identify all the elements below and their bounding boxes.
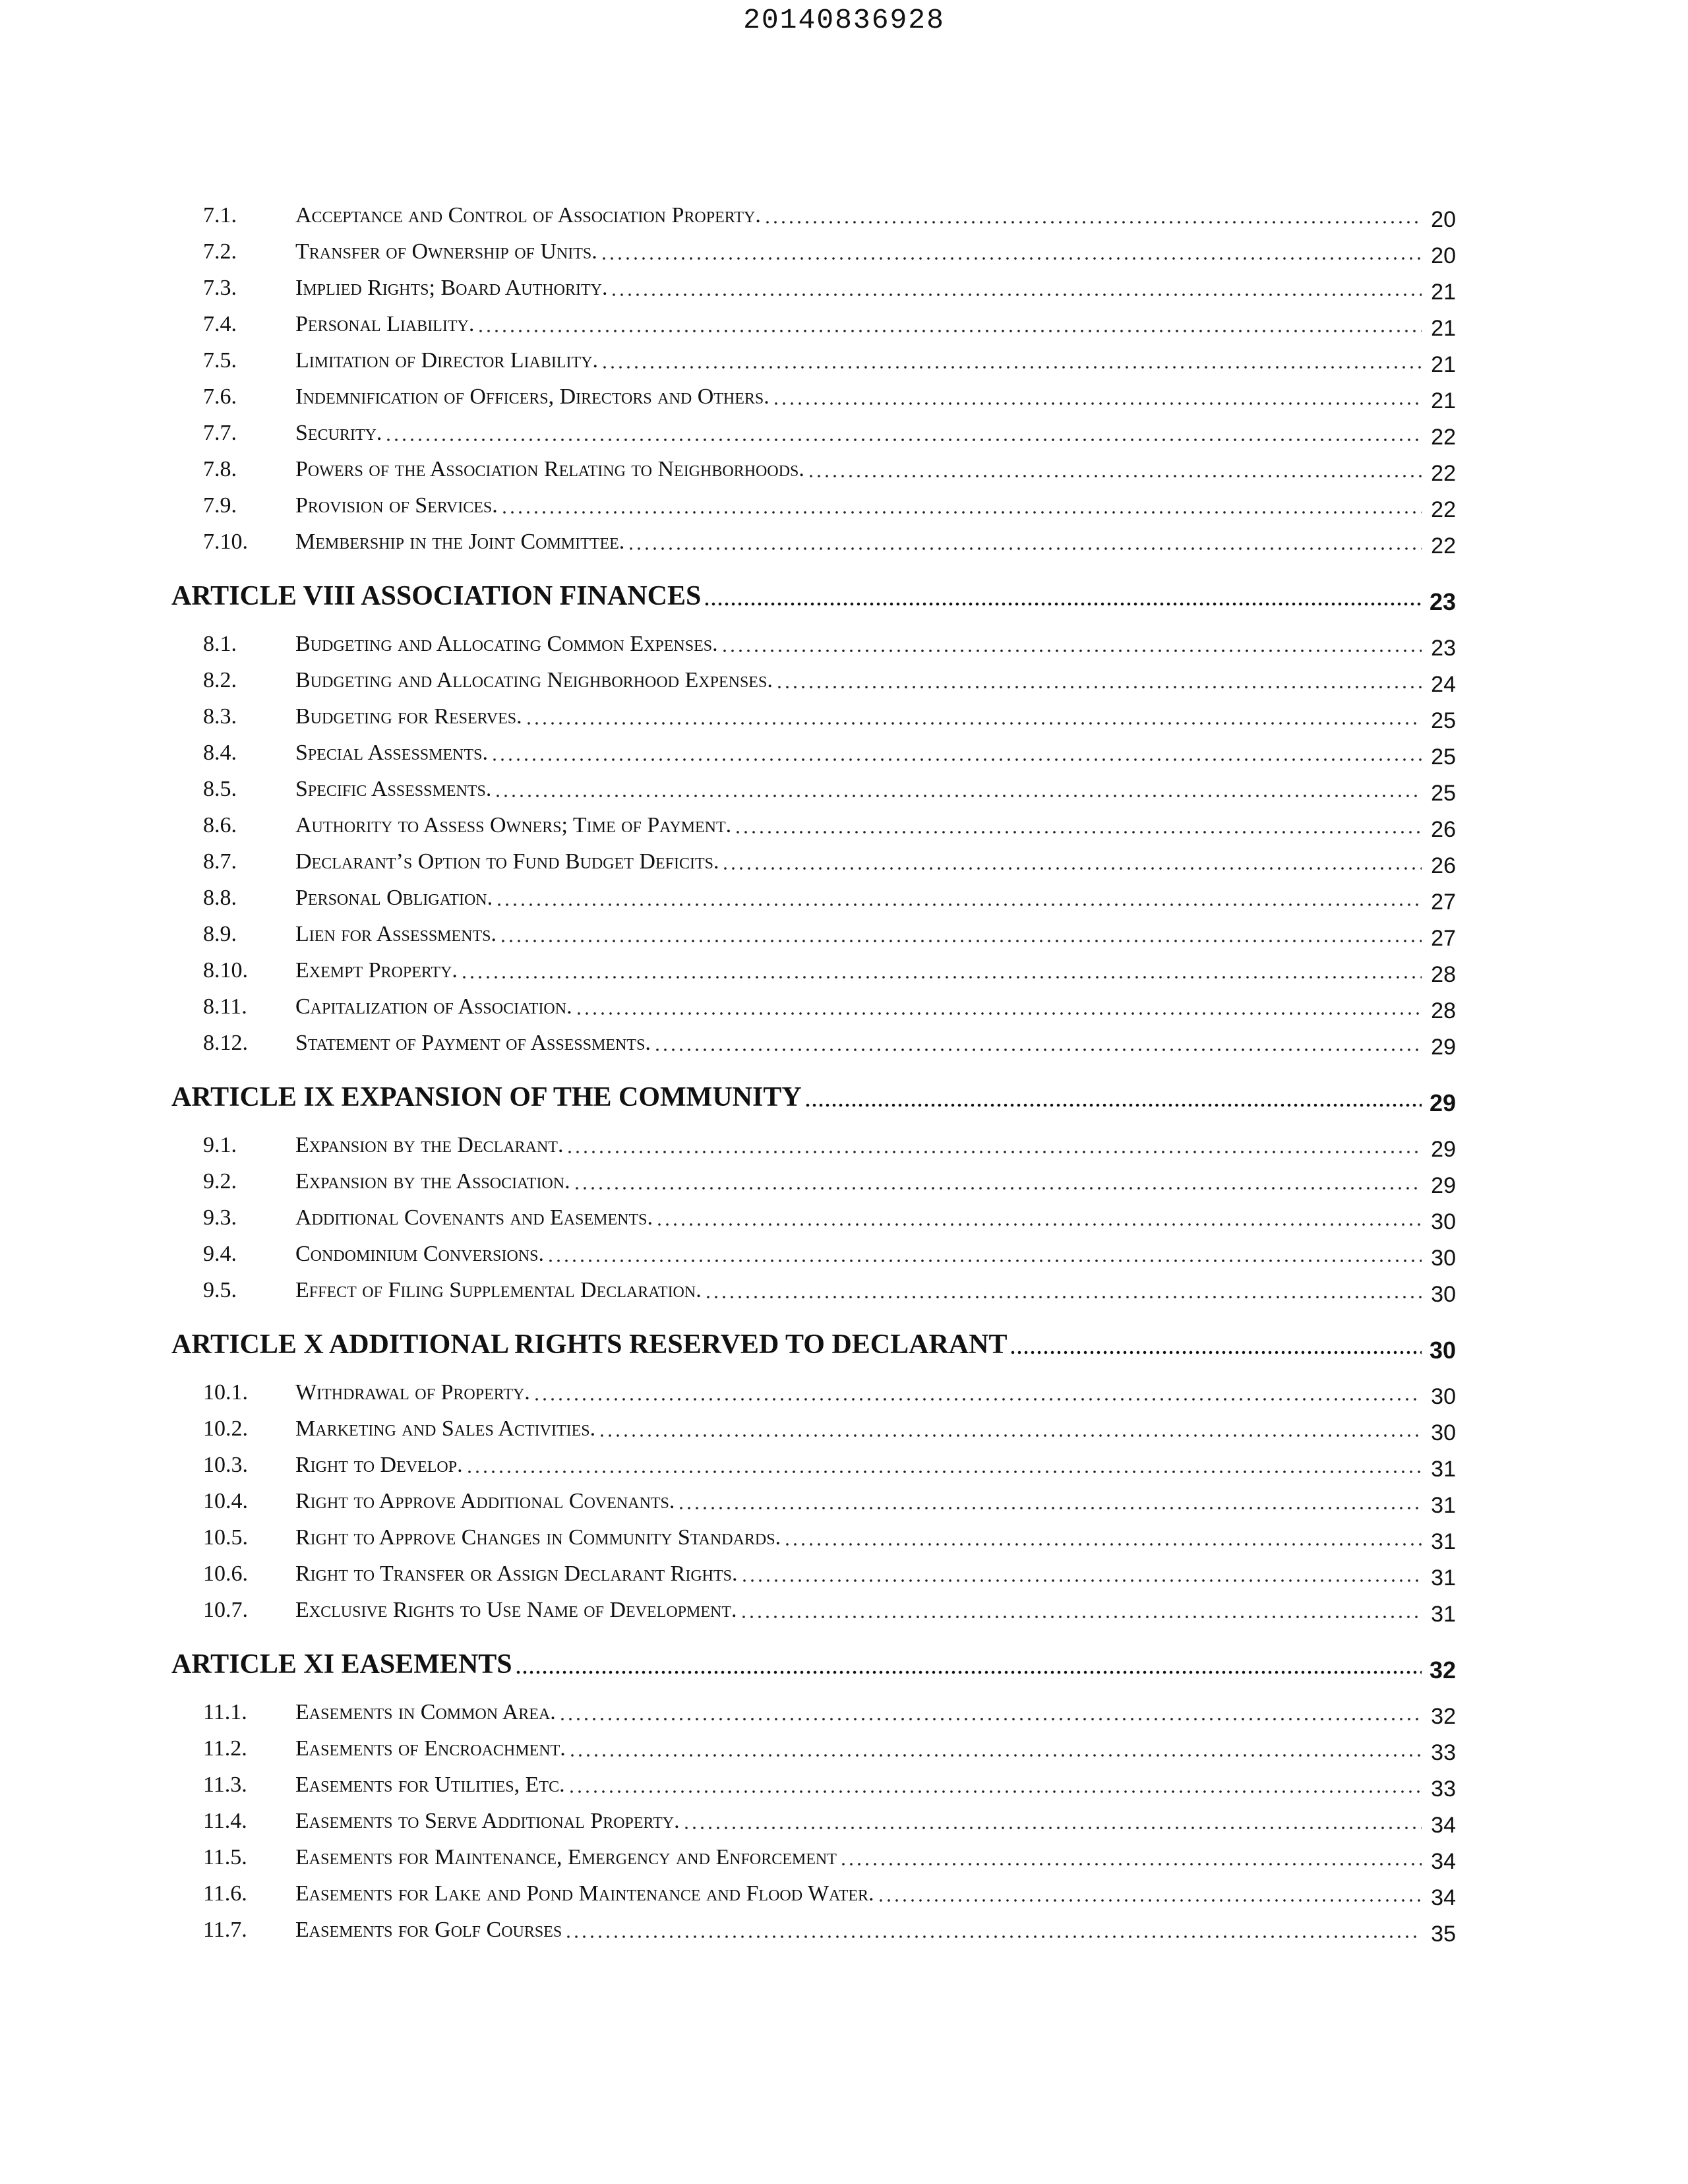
section-page-number: 21 [1431, 352, 1456, 377]
section-title-text: Easements for Utilities, Etc. [295, 1773, 565, 1797]
section-title-text: Additional Covenants and Easements. [295, 1205, 653, 1230]
section-title [295, 1881, 1424, 1907]
section-title [295, 1168, 1424, 1195]
section-title [295, 994, 1424, 1020]
section-number: 9.1. [203, 1133, 237, 1157]
section-title-text: Easements for Maintenance, Emergency and Enforcement [295, 1845, 837, 1869]
document-number: 20140836928 [743, 4, 945, 36]
section-number: 9.3. [203, 1205, 237, 1230]
dot-leader [564, 1926, 1422, 1939]
dot-leader [384, 429, 1422, 442]
article-title [171, 580, 1424, 612]
dot-leader [568, 1781, 1422, 1794]
dot-leader [704, 1287, 1422, 1300]
toc-entry[interactable] [0, 1840, 1688, 1876]
dot-leader [573, 1178, 1422, 1191]
section-title [295, 1736, 1424, 1762]
section-number: 8.3. [203, 704, 237, 729]
article-heading[interactable] [0, 567, 1688, 620]
dot-leader [655, 1214, 1422, 1227]
article-page-number: 32 [1429, 1656, 1456, 1684]
article-label: ARTICLE IX EXPANSION OF THE COMMUNITY [171, 1082, 802, 1112]
section-number: 7.2. [203, 239, 237, 264]
section-page-number: 22 [1431, 497, 1456, 522]
section-number: 8.9. [203, 922, 237, 946]
dot-leader [515, 1662, 1422, 1675]
dot-leader [740, 1570, 1422, 1583]
section-page-number: 35 [1431, 1922, 1456, 1947]
dot-leader [783, 1534, 1422, 1547]
section-number: 9.2. [203, 1169, 237, 1194]
section-number: 10.2. [203, 1416, 248, 1441]
section-number: 10.3. [203, 1453, 248, 1477]
section-title-text: Easements of Encroachment. [295, 1736, 566, 1761]
dot-leader [460, 967, 1422, 980]
dot-leader [764, 212, 1422, 225]
dot-leader [627, 538, 1422, 551]
toc-entry[interactable] [0, 1767, 1688, 1804]
dot-leader [1010, 1342, 1422, 1355]
toc-entry[interactable] [0, 1731, 1688, 1767]
section-number: 8.6. [203, 813, 237, 837]
section-page-number: 32 [1431, 1704, 1456, 1729]
toc-entry[interactable] [0, 1375, 1688, 1411]
toc-entry[interactable] [0, 735, 1688, 772]
section-number: 7.8. [203, 457, 237, 481]
section-number: 11.2. [203, 1736, 247, 1761]
section-title [295, 202, 1424, 229]
section-title-text: Acceptance and Control of Association Property. [295, 203, 761, 228]
section-page-number: 34 [1431, 1885, 1456, 1910]
section-number: 8.11. [203, 994, 247, 1019]
section-title [295, 529, 1424, 555]
section-number: 10.4. [203, 1489, 248, 1513]
section-number: 8.12. [203, 1031, 248, 1055]
section-number: 9.4. [203, 1242, 237, 1266]
section-page-number: 23 [1431, 636, 1456, 661]
article-title [171, 1081, 1424, 1113]
section-number: 7.6. [203, 384, 237, 409]
section-title-text: Personal Liability. [295, 312, 475, 336]
section-page-number: 26 [1431, 853, 1456, 878]
toc-entry[interactable] [0, 844, 1688, 880]
section-page-number: 25 [1431, 781, 1456, 806]
section-page-number: 26 [1431, 817, 1456, 842]
dot-leader [466, 1461, 1422, 1474]
toc-entry[interactable] [0, 343, 1688, 379]
dot-leader [600, 248, 1422, 261]
section-page-number: 22 [1431, 425, 1456, 450]
section-page-number: 30 [1431, 1384, 1456, 1409]
dot-leader [772, 393, 1422, 406]
section-title [295, 311, 1424, 338]
section-title [295, 1844, 1424, 1871]
toc-entry[interactable] [0, 379, 1688, 415]
spacer [0, 561, 1688, 567]
section-title-text: Right to Approve Changes in Community Standards. [295, 1525, 781, 1550]
toc-entry[interactable] [0, 1520, 1688, 1556]
section-page-number: 30 [1431, 1282, 1456, 1307]
section-page-number: 33 [1431, 1776, 1456, 1802]
section-title [295, 921, 1424, 948]
toc-entry[interactable] [0, 1273, 1688, 1309]
section-title-text: Statement of Payment of Assessments. [295, 1031, 651, 1055]
article-page-number: 23 [1429, 588, 1456, 615]
dot-leader [721, 640, 1422, 653]
section-title [295, 957, 1424, 984]
section-title-text: Specific Assessments. [295, 777, 492, 801]
section-page-number: 31 [1431, 1529, 1456, 1554]
section-page-number: 21 [1431, 316, 1456, 341]
section-title [295, 1772, 1424, 1798]
dot-leader [566, 1141, 1422, 1155]
section-page-number: 29 [1431, 1035, 1456, 1060]
spacer [0, 620, 1688, 626]
section-number: 10.1. [203, 1380, 248, 1405]
toc-entry[interactable] [0, 488, 1688, 524]
section-title [295, 1808, 1424, 1835]
section-title-text: Effect of Filing Supplemental Declaration. [295, 1278, 702, 1302]
section-title [295, 1917, 1424, 1943]
toc-entry[interactable] [0, 772, 1688, 808]
section-page-number: 21 [1431, 388, 1456, 413]
section-page-number: 30 [1431, 1246, 1456, 1271]
section-number: 7.4. [203, 312, 237, 336]
section-title [295, 849, 1424, 875]
dot-leader [568, 1745, 1422, 1758]
section-title-text: Budgeting for Reserves. [295, 704, 522, 729]
toc-entry[interactable] [0, 989, 1688, 1025]
section-title [295, 1597, 1424, 1623]
dot-leader [704, 593, 1422, 607]
section-title [295, 420, 1424, 446]
section-title [295, 812, 1424, 839]
toc-entry[interactable] [0, 1025, 1688, 1062]
section-page-number: 31 [1431, 1565, 1456, 1591]
toc-entry[interactable] [0, 1447, 1688, 1484]
spacer [0, 1121, 1688, 1128]
toc-entry[interactable] [0, 234, 1688, 270]
section-title-text: Exempt Property. [295, 958, 458, 983]
toc-entry[interactable] [0, 1695, 1688, 1731]
spacer [0, 1062, 1688, 1068]
section-title [295, 1699, 1424, 1726]
section-page-number: 20 [1431, 207, 1456, 232]
dot-leader [601, 357, 1422, 370]
section-title [295, 776, 1424, 803]
dot-leader [598, 1425, 1422, 1438]
dot-leader [500, 502, 1422, 515]
section-page-number: 29 [1431, 1173, 1456, 1198]
section-page-number: 27 [1431, 926, 1456, 951]
toc-entry[interactable] [0, 808, 1688, 844]
section-number: 9.5. [203, 1278, 237, 1302]
article-title [171, 1649, 1424, 1680]
section-page-number: 31 [1431, 1457, 1456, 1482]
section-title-text: Expansion by the Association. [295, 1169, 570, 1194]
article-label: ARTICLE X ADDITIONAL RIGHTS RESERVED TO DECLARANT [171, 1329, 1008, 1360]
section-title-text: Powers of the Association Relating to Neighborhoods. [295, 457, 804, 481]
article-page-number: 29 [1429, 1089, 1456, 1116]
article-heading[interactable] [0, 1635, 1688, 1688]
section-number: 7.10. [203, 530, 248, 554]
section-page-number: 28 [1431, 998, 1456, 1023]
dot-leader [807, 466, 1422, 479]
section-number: 10.5. [203, 1525, 248, 1550]
section-title-text: Implied Rights; Board Authority. [295, 276, 608, 300]
section-page-number: 34 [1431, 1813, 1456, 1838]
section-title-text: Exclusive Rights to Use Name of Development. [295, 1598, 737, 1622]
toc-entry[interactable] [0, 1912, 1688, 1949]
section-page-number: 33 [1431, 1740, 1456, 1765]
section-title-text: Easements for Lake and Pond Maintenance and Flood Water. [295, 1881, 874, 1906]
section-number: 10.6. [203, 1562, 248, 1586]
section-title-text: Right to Approve Additional Covenants. [295, 1489, 675, 1513]
section-title [295, 456, 1424, 483]
section-title [295, 1277, 1424, 1304]
section-title-text: Capitalization of Association. [295, 994, 572, 1019]
section-title-text: Budgeting and Allocating Common Expenses. [295, 632, 718, 656]
toc-entry[interactable] [0, 1128, 1688, 1164]
section-number: 8.7. [203, 849, 237, 874]
spacer [0, 1629, 1688, 1635]
toc-entry[interactable] [0, 415, 1688, 452]
section-title-text: Indemnification of Officers, Directors and Others. [295, 384, 769, 409]
section-title [295, 384, 1424, 410]
section-number: 7.3. [203, 276, 237, 300]
section-number: 8.1. [203, 632, 237, 656]
dot-leader [499, 930, 1422, 944]
dot-leader [721, 858, 1422, 871]
section-page-number: 29 [1431, 1137, 1456, 1162]
toc-entry[interactable] [0, 1200, 1688, 1236]
toc-entry[interactable] [0, 198, 1688, 234]
section-number: 7.5. [203, 348, 237, 373]
section-title-text: Transfer of Ownership of Units. [295, 239, 597, 264]
section-number: 11.1. [203, 1700, 247, 1724]
section-number: 11.3. [203, 1773, 247, 1797]
section-title [295, 1205, 1424, 1231]
section-number: 8.8. [203, 886, 237, 910]
table-of-contents [0, 198, 1688, 1955]
section-title-text: Provision of Services. [295, 493, 498, 518]
section-number: 8.2. [203, 668, 237, 692]
dot-leader [525, 713, 1422, 726]
toc-entry[interactable] [0, 1164, 1688, 1200]
section-title-text: Lien for Assessments. [295, 922, 497, 946]
section-number: 8.5. [203, 777, 237, 801]
dot-leader [495, 894, 1422, 907]
dot-leader [610, 284, 1422, 297]
section-title [295, 1452, 1424, 1478]
toc-entry[interactable] [0, 1592, 1688, 1629]
article-page-number: 30 [1429, 1337, 1456, 1364]
section-page-number: 27 [1431, 890, 1456, 915]
section-title [295, 1416, 1424, 1442]
dot-leader [775, 677, 1422, 690]
section-title [295, 275, 1424, 301]
section-page-number: 30 [1431, 1209, 1456, 1234]
section-title-text: Expansion by the Declarant. [295, 1133, 564, 1157]
article-heading[interactable] [0, 1316, 1688, 1368]
section-page-number: 31 [1431, 1602, 1456, 1627]
dot-leader [491, 749, 1422, 762]
section-title [295, 1488, 1424, 1515]
dot-leader [653, 1039, 1422, 1052]
dot-leader [804, 1095, 1422, 1108]
section-title [295, 740, 1424, 766]
article-label: ARTICLE XI EASEMENTS [171, 1649, 512, 1680]
toc-entry[interactable] [0, 663, 1688, 699]
section-number: 11.4. [203, 1809, 247, 1833]
toc-entry[interactable] [0, 1411, 1688, 1447]
toc-entry[interactable] [0, 1876, 1688, 1912]
spacer [0, 1949, 1688, 1955]
section-title [295, 1380, 1424, 1406]
dot-leader [477, 320, 1422, 334]
section-title [295, 704, 1424, 730]
section-page-number: 30 [1431, 1420, 1456, 1445]
dot-leader [877, 1890, 1422, 1903]
section-number: 10.7. [203, 1598, 248, 1622]
section-number: 11.6. [203, 1881, 247, 1906]
dot-leader [547, 1250, 1422, 1263]
section-title-text: Special Assessments. [295, 741, 488, 765]
section-number: 7.9. [203, 493, 237, 518]
spacer [0, 1688, 1688, 1695]
section-title-text: Easements to Serve Additional Property. [295, 1809, 680, 1833]
toc-entry[interactable] [0, 452, 1688, 488]
section-page-number: 25 [1431, 708, 1456, 733]
dot-leader [839, 1854, 1422, 1867]
section-number: 11.7. [203, 1918, 247, 1942]
dot-leader [677, 1498, 1422, 1511]
section-title-text: Declarant’s Option to Fund Budget Deficits. [295, 849, 719, 874]
section-title [295, 1030, 1424, 1056]
section-title-text: Marketing and Sales Activities. [295, 1416, 596, 1441]
section-page-number: 20 [1431, 243, 1456, 268]
article-label: ARTICLE VIII ASSOCIATION FINANCES [171, 581, 702, 611]
section-title-text: Condominium Conversions. [295, 1242, 545, 1266]
section-title-text: Easements for Golf Courses [295, 1918, 562, 1942]
section-page-number: 21 [1431, 280, 1456, 305]
toc-entry[interactable] [0, 699, 1688, 735]
section-title [295, 239, 1424, 265]
toc-entry[interactable] [0, 1236, 1688, 1273]
section-title [295, 1525, 1424, 1551]
dot-leader [533, 1389, 1422, 1402]
toc-entry[interactable] [0, 524, 1688, 561]
section-page-number: 24 [1431, 672, 1456, 697]
section-title [295, 1132, 1424, 1159]
article-heading[interactable] [0, 1068, 1688, 1121]
toc-entry[interactable] [0, 1556, 1688, 1592]
dot-leader [575, 1003, 1422, 1016]
section-title-text: Limitation of Director Liability. [295, 348, 599, 373]
dot-leader [734, 822, 1422, 835]
section-title [295, 1241, 1424, 1267]
section-number: 8.4. [203, 741, 237, 765]
section-title-text: Membership in the Joint Committee. [295, 530, 625, 554]
dot-leader [494, 785, 1422, 799]
section-title [295, 348, 1424, 374]
article-title [171, 1329, 1424, 1360]
section-title-text: Security. [295, 421, 382, 445]
dot-leader [682, 1817, 1422, 1831]
section-title-text: Right to Transfer or Assign Declarant Rights. [295, 1562, 738, 1586]
toc-entry[interactable] [0, 1484, 1688, 1520]
toc-entry[interactable] [0, 307, 1688, 343]
toc-entry[interactable] [0, 917, 1688, 953]
toc-entry[interactable] [0, 1804, 1688, 1840]
section-title-text: Budgeting and Allocating Neighborhood Expenses. [295, 668, 773, 692]
toc-entry[interactable] [0, 953, 1688, 989]
section-page-number: 25 [1431, 744, 1456, 770]
toc-entry[interactable] [0, 270, 1688, 307]
toc-entry[interactable] [0, 880, 1688, 917]
section-number: 7.7. [203, 421, 237, 445]
section-title-text: Withdrawal of Property. [295, 1380, 530, 1405]
section-title [295, 885, 1424, 911]
section-number: 8.10. [203, 958, 248, 983]
toc-entry[interactable] [0, 626, 1688, 663]
section-title-text: Easements in Common Area. [295, 1700, 556, 1724]
section-title [295, 631, 1424, 657]
section-title-text: Right to Develop. [295, 1453, 463, 1477]
section-number: 11.5. [203, 1845, 247, 1869]
section-number: 7.1. [203, 203, 237, 228]
dot-leader [740, 1606, 1422, 1620]
section-title [295, 493, 1424, 519]
section-page-number: 31 [1431, 1493, 1456, 1518]
section-page-number: 34 [1431, 1849, 1456, 1874]
section-title-text: Personal Obligation. [295, 886, 493, 910]
spacer [0, 1309, 1688, 1316]
spacer [0, 1368, 1688, 1375]
section-title [295, 667, 1424, 694]
section-title [295, 1561, 1424, 1587]
section-page-number: 22 [1431, 461, 1456, 486]
section-title-text: Authority to Assess Owners; Time of Payment. [295, 813, 732, 837]
section-page-number: 28 [1431, 962, 1456, 987]
section-page-number: 22 [1431, 533, 1456, 559]
dot-leader [558, 1709, 1422, 1722]
